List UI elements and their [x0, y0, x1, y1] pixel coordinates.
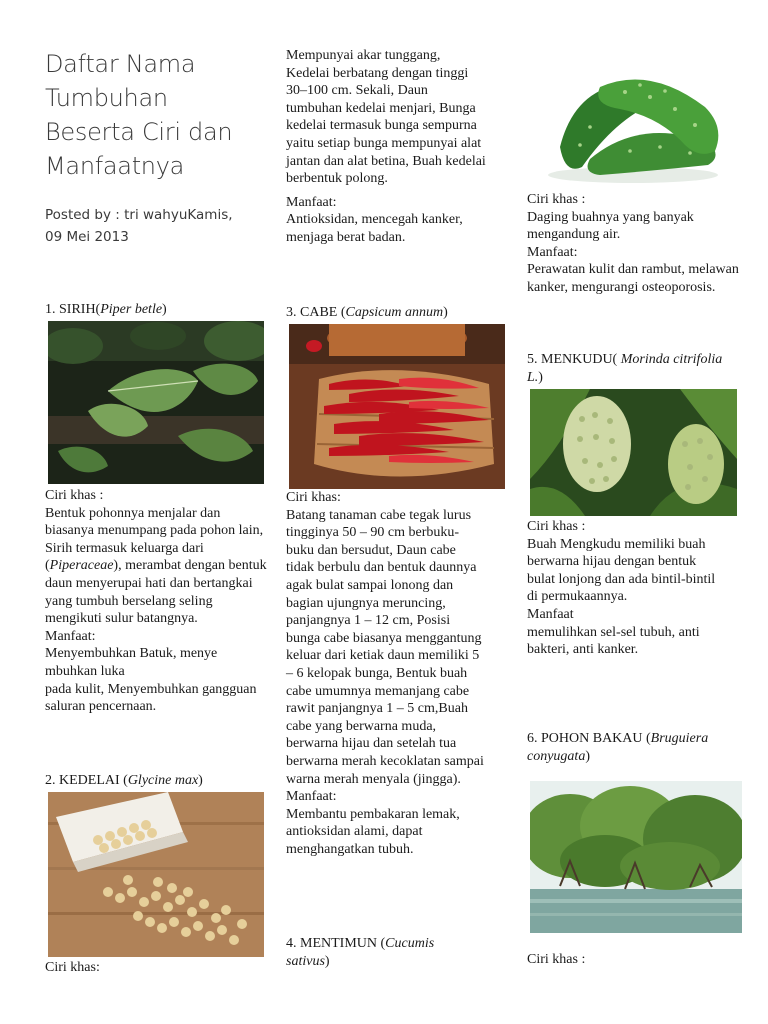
manfaat-label: Manfaat: [286, 194, 337, 210]
ciri-label: Ciri khas : [527, 192, 586, 207]
byline-author: Posted by : tri wahyuKamis, [45, 207, 233, 223]
title-line: Manfaatnya [45, 152, 185, 180]
section-heading-mentimun: 4. MENTIMUN (Cucumis sativus) [286, 936, 435, 969]
cabe-photo [289, 324, 505, 489]
menkudu-ciri [527, 518, 727, 659]
ciri-text: Daging buahnya yang banyak mengandung air. [527, 209, 694, 243]
kedelai-ciri-label: Ciri khas: [45, 960, 100, 975]
manfaat-text: Antioksidan, mencegah kanker, menjaga berat badan. [286, 212, 463, 245]
kedelai-ciri-continued [286, 47, 486, 247]
mentimun-photo [530, 47, 737, 189]
manfaat-text: memulihkan sel-sel tubuh, anti bakteri, anti kanker. [527, 624, 700, 658]
manfaat-label: Manfaat: [286, 789, 337, 805]
manfaat-text: Membantu pembakaran lemak, antioksidan alami, dapat menghangatkan tubuh. [286, 806, 460, 857]
ciri-label: Ciri khas : [45, 488, 104, 503]
ciri-text: Mempunyai akar tunggang, Kedelai berbatang dengan tinggi 30–100 cm. Sekali, Daun tumbuhan kedelai menjari, Bunga kedelai termasuk bunga sempurna yaitu setiap bunga mempunyai alat jantan dan alat betina, Buah kedelai berbentuk polong. [286, 48, 486, 187]
section-heading-menkudu: 5. MENKUDU( Morinda citrifolia L.) [527, 352, 723, 385]
manfaat-text: Perawatan kulit dan rambut, melawan kanker, mengurangi osteoporosis. [527, 262, 739, 295]
bakau-ciri-label: Ciri khas : [527, 952, 586, 967]
ciri-label: Ciri khas: [286, 490, 341, 505]
sirih-ciri [45, 487, 270, 716]
ciri-text: Bentuk pohonnya menjalar dan biasanya menumpang pada pohon lain, Sirih termasuk keluarga dari (Piperaceae), merambat dengan bentuk daun menyerupai hati dan bertangkai yang tumbuh berselang seling mengikuti sulur batangnya. [45, 505, 267, 627]
ciri-label: Ciri khas : [527, 519, 586, 534]
cabe-ciri [286, 489, 486, 858]
latin-name: Piper betle [100, 302, 163, 317]
latin-name: Piperaceae [49, 558, 114, 574]
section-heading-kedelai: 2. KEDELAI (Glycine max) [45, 773, 203, 788]
sirih-photo [48, 321, 264, 484]
ciri-text: Buah Mengkudu memiliki buah berwarna hijau dengan bentuk bulat lonjong dan ada bintil-bintil di permukaannya. [527, 536, 716, 605]
title-line: Beserta Ciri dan [45, 118, 233, 146]
menkudu-photo [530, 389, 737, 516]
section-heading-bakau: 6. POHON BAKAU (Bruguiera conyugata) [527, 731, 709, 764]
section-heading-cabe: 3. CABE (Capsicum annum) [286, 305, 448, 320]
section-heading-sirih: 1. SIRIH(Piper betle) [45, 302, 167, 317]
latin-name: Morinda citrifolia L. [527, 352, 723, 385]
mentimun-ciri [527, 191, 747, 297]
latin-name: Cucumis sativus [286, 936, 435, 969]
manfaat-text: Menyembuhkan Batuk, menye mbuhkan luka [45, 646, 218, 679]
title-line: Tumbuhan [45, 84, 168, 112]
bakau-photo [530, 781, 742, 933]
manfaat-label: Manfaat: [527, 244, 578, 260]
kedelai-photo [48, 792, 264, 957]
post-byline [45, 204, 265, 248]
byline-date: 09 Mei 2013 [45, 229, 129, 245]
latin-name: Glycine max [127, 773, 199, 788]
manfaat-text: pada kulit, Menyembuhkan gangguan saluran pencernaan. [45, 681, 257, 715]
latin-name: Bruguiera conyugata [527, 731, 709, 764]
page-title [45, 47, 265, 183]
manfaat-label: Manfaat [527, 606, 574, 622]
latin-name: Capsicum annum [345, 305, 444, 320]
title-line: Daftar Nama [45, 50, 196, 78]
ciri-text: Batang tanaman cabe tegak lurus tingginya 50 – 90 cm berbuku-buku dan bersudut, Daun cabe tidak berbulu dan bentuk daunnya agak bulat sampai lonong dan bagian ujungnya meruncing, panjangnya 1 – 12 cm, Posisi bunga cabe biasanya menggantung keluar dari ketiak daun memiliki 5 – 6 kelopak bunga, Bentuk buah cabe umumnya memanjang cabe rawit panjangnya 1 – 5 cm,Buah cabe yang berwarna muda, berwarna hijau dan setelah tua berwarna merah kecoklatan sampai warna merah menyala (jingga). [286, 507, 484, 787]
manfaat-label: Manfaat: [45, 628, 96, 644]
